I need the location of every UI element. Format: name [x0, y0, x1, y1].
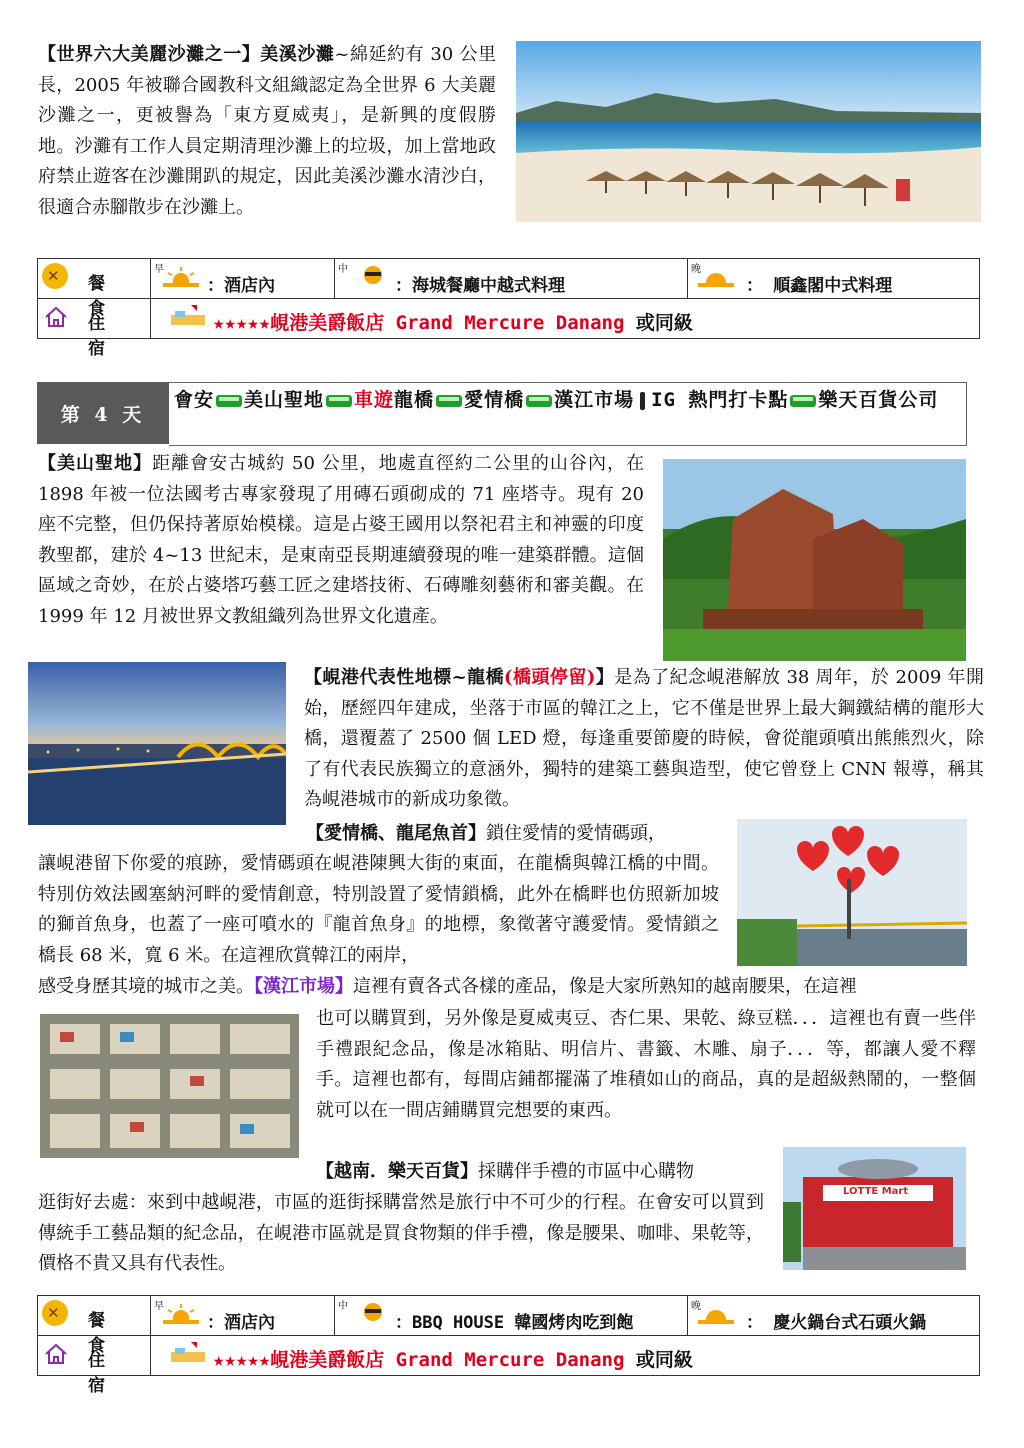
breakfast-text: ：酒店內: [207, 1313, 275, 1333]
bus-icon: [216, 395, 242, 407]
bus-icon: [436, 395, 462, 407]
bus-icon: [790, 395, 816, 407]
sunglasses-sun-icon: [355, 1300, 391, 1322]
market-heading: 【漢江市場】: [254, 976, 353, 997]
hotel-name: 峴港美爵飯店 Grand Mercure Danang: [270, 312, 625, 334]
sunglasses-sun-icon: [355, 263, 391, 285]
myson-photo: [663, 459, 966, 661]
love-body-last: 感受身歷其境的城市之美。: [38, 976, 254, 997]
dragon-heading-a: 【峴港代表性地標~龍橋: [304, 667, 505, 688]
bus-icon: [326, 395, 352, 407]
stay-line: [213, 308, 693, 335]
dinner-text: ： 慶火鍋台式石頭火鍋: [746, 1313, 927, 1333]
sun-icon: [163, 265, 199, 287]
lotte-heading: 【越南．樂天百貨】: [316, 1161, 478, 1182]
lunch-text: ：BBQ HOUSE 韓國烤肉吃到飽: [395, 1313, 634, 1333]
market-photo: [40, 1014, 299, 1158]
star-rating: ★★★★★: [213, 312, 271, 334]
sunset-icon: [698, 265, 734, 287]
myson-heading: 【美山聖地】: [38, 453, 153, 474]
love-first-line: [306, 819, 726, 850]
market-body: 也可以購買到，另外像是夏威夷豆、杏仁果、果乾、綠豆糕．．．這裡也有賣一些伴手禮跟紀念品，像是冰箱貼、明信片、書籤、木雕、扇子．．．等，都讓人愛不釋手。這裡也都有，每間店鋪都擺滿了堆積如山的商品，真的是超級熱鬧的，一整個就可以在一間店鋪購買完想要的東西。: [316, 1008, 976, 1121]
stay-label: 住 宿: [88, 1351, 119, 1396]
bed-icon: [169, 303, 211, 331]
beach-photo: [516, 41, 981, 222]
hotel-suffix: 或同級: [635, 312, 693, 334]
lunch-text: ：海城餐廳中越式料理: [395, 276, 565, 296]
love-body: 讓峴港留下你愛的痕跡，愛情碼頭在峴港陳興大街的東面，在龍橋與韓江橋的中間。特別仿效法國塞納河畔的愛情創意，特別設置了愛情鎖橋，此外在橋畔也仿照新加坡的獅首魚身，也蓋了一座可噴水的『龍首魚身』的地標，象徵著守護愛情。愛情鎖之橋長 68 米，寬 6 米。在這裡欣賞韓江的兩岸，: [38, 853, 719, 966]
beach-body: ~綿延約有 30 公里長，2005 年被聯合國教科文組織認定為全世界 6 大美麗沙灘之一，更被譽為「東方夏威夷」，是新興的度假勝地。沙灘有工作人員定期清理沙灘上的垃圾，加上當地政府禁止遊客在沙灘開趴的規定，因此美溪沙灘水清沙白，很適合赤腳散步在沙灘上。: [38, 44, 496, 218]
meal-label: 餐 食: [88, 1311, 119, 1356]
dragon-heading-stop: (橋頭停留): [504, 667, 596, 688]
dragon-heading-b: 】: [595, 667, 615, 688]
market-body-first: 這裡有賣各式各樣的產品，像是大家所熟知的越南腰果，在這裡: [353, 976, 857, 997]
meal-label: 餐 食: [88, 274, 119, 319]
love-bridge-photo: [737, 819, 967, 966]
beach-paragraph: [38, 40, 496, 223]
love-market-line: [38, 972, 988, 1003]
breakfast-tag: 早: [154, 264, 164, 275]
lunch-tag: 中: [338, 1301, 348, 1312]
sun-icon: [163, 1302, 199, 1324]
dragon-paragraph: [304, 663, 984, 816]
myson-body: 距離會安古城約 50 公里，地處直徑約二公里的山谷內，在 1898 年被一位法國考古專家發現了用磚石頭砌成的 71 座塔寺。現有 20 座不完整，但仍保持著原始模樣。這是占婆王國用以祭祀君主和神靈的印度教聖都，建於 4~13 世紀末，是東南亞長期連續發現的唯一建築群體。這個區域之奇妙，在於占婆塔巧藝工匠之建塔技術、石磚雕刻藝術和審美觀。在 1999 年 12 月被世界文教組織列為世界文化遺產。: [38, 453, 644, 627]
lotte-photo: [783, 1147, 966, 1270]
stay-label: 住 宿: [88, 314, 119, 359]
day-route: 會安 美山聖地 車遊龍橋 愛情橋 漢江市場 IG 熱門打卡點 樂天百貨公司: [174, 389, 939, 411]
dragon-body: 是為了紀念峴港解放 38 周年，於 2009 年開始，歷經四年建成，坐落于市區的韓江之上，它不僅是世界上最大鋼鐵結構的龍形大橋，還覆蓋了 2500 個 LED 燈，每逢重要節慶的時候，會從龍頭噴出熊熊烈火，除了有代表民族獨立的意涵外，獨特的建築工藝與造型，使它曾登上 CNN 報導，稱其為峴港城市的新成功象徵。: [304, 667, 984, 810]
home-icon: [44, 306, 68, 328]
day-label: 第 4 天: [37, 382, 169, 444]
bed-icon: [169, 1340, 211, 1368]
bus-icon: [526, 395, 552, 407]
star-rating: ★★★★★: [213, 1349, 271, 1371]
love-body-first: 鎖住愛情的愛情碼頭，: [486, 823, 666, 844]
hotel-suffix: 或同級: [635, 1349, 693, 1371]
breakfast-text: ：酒店內: [207, 276, 275, 296]
meal-table-2: ✕ 餐 食 早 ：酒店內 中 ：BBQ HOUSE 韓國烤肉吃到飽 晚 ： 慶火鍋台式石頭火鍋 住 宿 ★★★★★峴港美爵飯店 Grand Mercure Danang 或同級: [37, 1295, 980, 1376]
dinner-tag: 晚: [691, 264, 701, 275]
dinner-tag: 晚: [691, 1301, 701, 1312]
myson-paragraph: [38, 449, 644, 632]
dinner-text: ： 順鑫閣中式料理: [746, 276, 893, 296]
walk-icon: [640, 392, 645, 410]
breakfast-tag: 早: [154, 1301, 164, 1312]
dragon-bridge-photo: [28, 662, 286, 825]
hotel-name: 峴港美爵飯店 Grand Mercure Danang: [270, 1349, 625, 1371]
lunch-tag: 中: [338, 264, 348, 275]
lotte-sign: LOTTE Mart: [843, 1186, 909, 1197]
home-icon: [44, 1343, 68, 1365]
love-heading: 【愛情橋、龍尾魚首】: [306, 823, 486, 844]
lotte-body-first: 採購伴手禮的市區中心購物: [478, 1161, 694, 1182]
sunset-icon: [698, 1302, 734, 1324]
lotte-first-line: [316, 1157, 766, 1188]
beach-heading: 【世界六大美麗沙灘之一】美溪沙灘: [38, 44, 335, 65]
stay-line: [213, 1345, 693, 1372]
meal-table-1: ✕ 餐 食 早 ：酒店內 中 ：海城餐廳中越式料理 晚 ： 順鑫閣中式料理 住 宿 ★★★★★峴港美爵飯店 Grand Mercure Danang 或同級: [37, 258, 980, 339]
lotte-body: 逛街好去處：來到中越峴港，市區的逛街採購當然是旅行中不可少的行程。在會安可以買到傳統手工藝品類的紀念品，在峴港市區就是買食物類的伴手禮，像是腰果、咖啡、果乾等，價格不貴又具有代表性。: [38, 1192, 764, 1274]
